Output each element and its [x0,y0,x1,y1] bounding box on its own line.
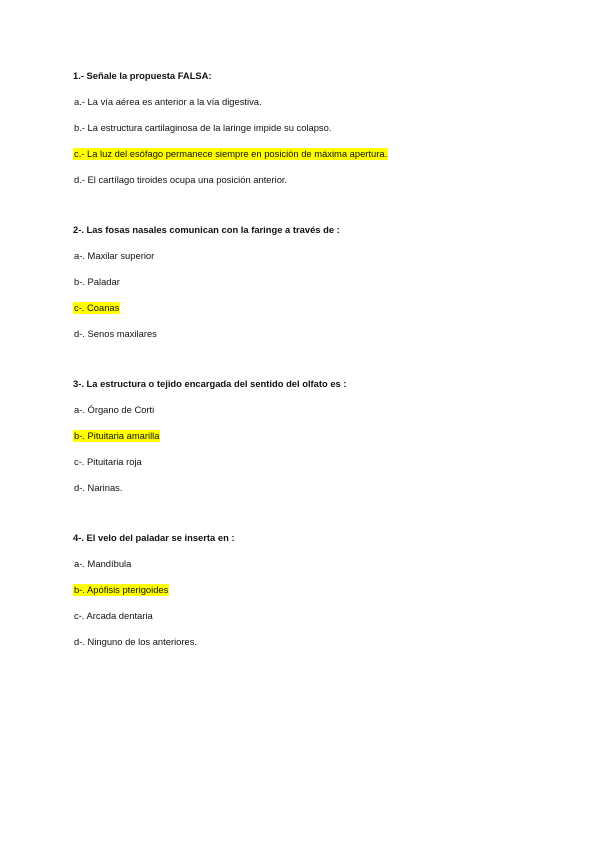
option-text: d-. Narinas. [74,482,123,493]
option-b [73,276,560,288]
option-text: a-. Mandíbula [74,558,132,569]
option-c [73,456,560,468]
option-b [73,122,560,134]
option-text: a.- La vía aérea es anterior a la vía digestiva. [74,96,262,107]
option-text: d-. Ninguno de los anteriores. [74,636,197,647]
option-d [73,482,560,494]
option-d [73,636,560,648]
option-a [73,558,560,570]
option-text: b-. Paladar [74,276,120,287]
option-text: c-. Arcada dentaria [74,610,153,621]
option-text: c.- La luz del esófago permanece siempre en posición de máxima apertura. [74,148,388,159]
question-title: 3-. La estructura o tejido encargada del sentido del olfato es : [73,378,347,389]
option-d [73,328,560,340]
option-d [73,174,560,186]
question-title: 4-. El velo del paladar se inserta en : [73,532,235,543]
question-4 [73,532,560,648]
option-c [73,610,560,622]
option-text: a-. Órgano de Corti [74,404,155,415]
option-text: b-. Pituitaria amarilla [74,430,160,441]
option-text: d-. Senos maxilares [74,328,157,339]
option-a [73,404,560,416]
option-a [73,250,560,262]
option-a [73,96,560,108]
question-title: 2-. Las fosas nasales comunican con la faringe a través de : [73,224,340,235]
option-b [73,430,560,442]
option-text: b-. Apófisis pterigoides [74,584,169,595]
question-3 [73,378,560,494]
question-1 [73,70,560,186]
question-title: 1.- Señale la propuesta FALSA: [73,70,212,81]
question-2 [73,224,560,340]
option-text: d.- El cartílago tiroides ocupa una posición anterior. [74,174,288,185]
option-c [73,148,560,160]
option-b [73,584,560,596]
option-text: b.- La estructura cartilaginosa de la laringe impide su colapso. [74,122,332,133]
option-text: c-. Coanas [74,302,120,313]
option-text: a-. Maxilar superior [74,250,155,261]
option-c [73,302,560,314]
option-text: c-. Pituitaria roja [74,456,142,467]
